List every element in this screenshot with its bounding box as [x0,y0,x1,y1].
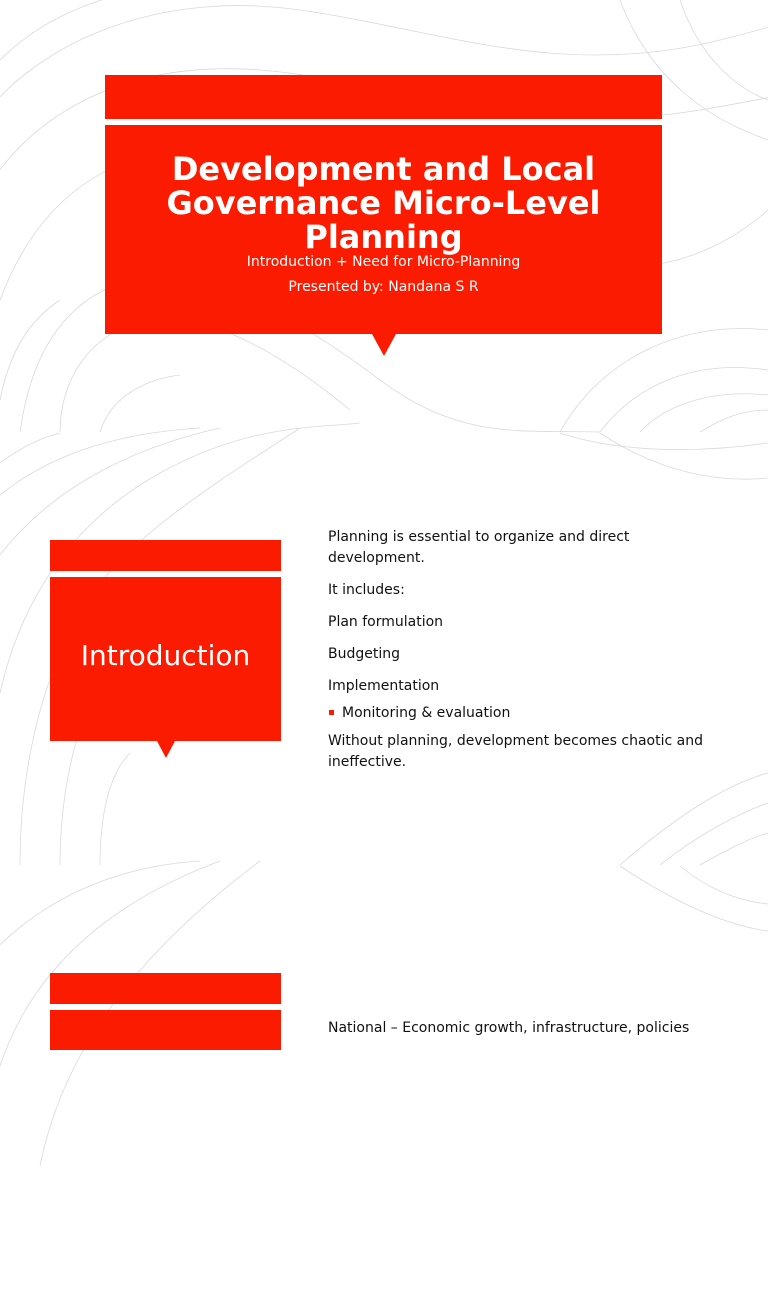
title-top-bar [105,75,662,119]
heading-top-bar [50,540,281,571]
background-swirl-lines [0,866,768,1298]
title-line: Governance Micro-Level [166,184,601,222]
next-slide-partial [0,866,768,1036]
title-line: Planning [304,218,463,256]
slide-subtitle: Introduction + Need for Micro-Planning [246,254,521,270]
heading-top-bar [50,973,281,1004]
body-paragraph: Plan formulation [328,614,444,630]
heading-box [50,1010,281,1050]
title-slide [0,0,768,432]
body-paragraph: Budgeting [328,646,401,662]
body-paragraph: Implementation [328,678,440,694]
body-paragraph: Without planning, development becomes chaotic and ineffective. [328,733,703,770]
introduction-slide [0,433,768,865]
slide-body [328,527,708,784]
slide-title [105,152,662,254]
body-paragraph: It includes: [328,582,405,598]
body-paragraph: National – Economic growth, infrastructure, policies [328,1020,690,1036]
section-heading: Introduction [80,639,251,672]
heading-box-pointer [157,741,175,758]
title-line: Development and Local [171,150,596,188]
bullet-item: Monitoring & evaluation [328,703,708,724]
title-box-pointer [372,334,396,356]
body-paragraph: Planning is essential to organize and direct development. [328,529,630,566]
presenter-name: Presented by: Nandana S R [288,279,479,295]
